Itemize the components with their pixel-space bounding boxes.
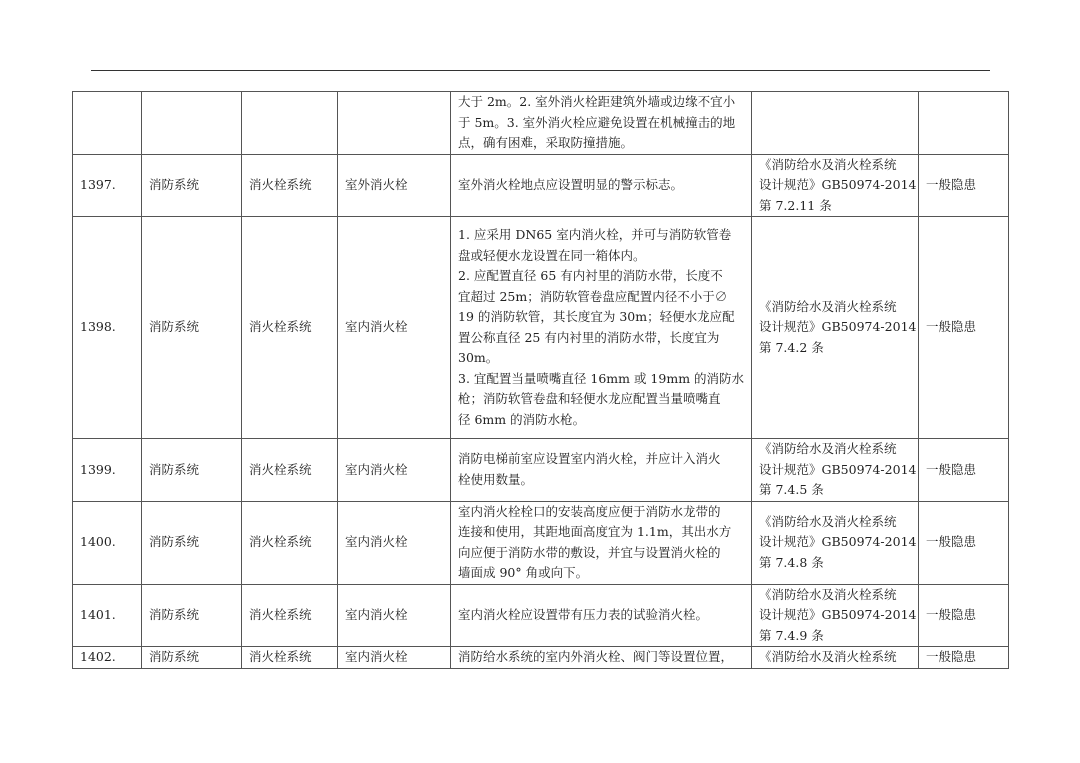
description-cell (451, 217, 752, 439)
description-line: 19 的消防软管，其长度宜为 30m；轻便水龙应配 (458, 309, 735, 324)
subsystem-cell (338, 92, 451, 155)
basis-cell (752, 647, 919, 669)
description-line: 室内消火栓栓口的安装高度应便于消防水龙带的 (458, 503, 721, 519)
table-row (73, 154, 1009, 217)
description-line: 1. 应采用 DN65 室内消火栓，并可与消防软管卷 (458, 227, 732, 242)
basis-line: 《消防给水及消火栓系统 (759, 441, 897, 456)
system-cell: 消火栓系统 (242, 154, 338, 217)
hazard-table (72, 91, 1009, 669)
level-cell: 一般隐患 (919, 439, 1009, 502)
level-cell: 一般隐患 (919, 647, 1009, 669)
category-cell: 消防系统 (142, 647, 242, 669)
basis-line: 第 7.4.9 条 (759, 627, 824, 643)
category-cell (142, 92, 242, 155)
basis-cell (752, 584, 919, 647)
basis-line: 第 7.4.2 条 (759, 339, 824, 355)
basis-cell (752, 501, 919, 584)
seq-cell: 1402. (73, 647, 142, 669)
seq-cell: 1401. (73, 584, 142, 647)
category-cell: 消防系统 (142, 154, 242, 217)
system-cell: 消火栓系统 (242, 439, 338, 502)
description-line: 墙面成 90° 角或向下。 (458, 565, 589, 580)
description-cell (451, 154, 752, 217)
description-line: 栓使用数量。 (458, 471, 534, 487)
basis-line: 设计规范》GB50974-2014 (759, 177, 917, 192)
table-row (73, 217, 1009, 439)
basis-cell (752, 92, 919, 155)
level-cell: 一般隐患 (919, 154, 1009, 217)
subsystem-cell: 室内消火栓 (338, 217, 451, 439)
level-cell (919, 92, 1009, 155)
system-cell: 消火栓系统 (242, 647, 338, 669)
seq-cell: 1398. (73, 217, 142, 439)
seq-cell: 1397. (73, 154, 142, 217)
description-line: 于 5m。3. 室外消火栓应避免设置在机械撞击的地 (458, 114, 736, 130)
basis-line: 《消防给水及消火栓系统 (759, 513, 897, 529)
table-row (73, 439, 1009, 502)
category-cell: 消防系统 (142, 584, 242, 647)
basis-line: 第 7.2.11 条 (759, 197, 832, 213)
basis-line: 《消防给水及消火栓系统 (759, 649, 897, 664)
description-line: 向应便于消防水带的敷设，并宜与设置消火栓的 (458, 544, 721, 560)
description-line: 室内消火栓应设置带有压力表的试验消火栓。 (458, 607, 709, 622)
description-cell (451, 92, 752, 155)
description-line: 盘或轻便水龙设置在同一箱体内。 (458, 247, 646, 263)
basis-line: 《消防给水及消火栓系统 (759, 298, 897, 314)
seq-cell: 1399. (73, 439, 142, 502)
table-row (73, 584, 1009, 647)
description-line: 枪；消防软管卷盘和轻便水龙应配置当量喷嘴直 (458, 391, 721, 406)
basis-line: 《消防给水及消火栓系统 (759, 156, 897, 172)
basis-line: 设计规范》GB50974-2014 (759, 319, 917, 335)
table-row (73, 92, 1009, 155)
subsystem-cell: 室内消火栓 (338, 584, 451, 647)
level-cell: 一般隐患 (919, 501, 1009, 584)
description-line: 室外消火栓地点应设置明显的警示标志。 (458, 177, 684, 192)
subsystem-cell: 室内消火栓 (338, 647, 451, 669)
description-line: 消防电梯前室应设置室内消火栓，并应计入消火 (458, 451, 721, 467)
description-line: 30m。 (458, 350, 499, 365)
basis-cell (752, 154, 919, 217)
system-cell (242, 92, 338, 155)
seq-cell (73, 92, 142, 155)
description-cell (451, 647, 752, 669)
description-line: 消防给水系统的室内外消火栓、阀门等设置位置， (458, 649, 734, 664)
basis-line: 第 7.4.8 条 (759, 554, 824, 570)
system-cell: 消火栓系统 (242, 501, 338, 584)
description-line: 3. 宜配置当量喷嘴直径 16mm 或 19mm 的消防水 (458, 370, 745, 386)
system-cell: 消火栓系统 (242, 217, 338, 439)
description-line: 大于 2m。2. 室外消火栓距建筑外墙或边缘不宜小 (458, 94, 736, 109)
system-cell: 消火栓系统 (242, 584, 338, 647)
basis-line: 设计规范》GB50974-2014 (759, 534, 917, 550)
basis-line: 第 7.4.5 条 (759, 482, 824, 497)
basis-line: 设计规范》GB50974-2014 (759, 607, 917, 622)
subsystem-cell: 室外消火栓 (338, 154, 451, 217)
level-cell: 一般隐患 (919, 217, 1009, 439)
seq-cell: 1400. (73, 501, 142, 584)
description-line: 2. 应配置直径 65 有内衬里的消防水带，长度不 (458, 268, 723, 283)
description-line: 点，确有困难，采取防撞措施。 (458, 135, 634, 150)
basis-line: 《消防给水及消火栓系统 (759, 586, 897, 602)
category-cell: 消防系统 (142, 501, 242, 584)
category-cell: 消防系统 (142, 217, 242, 439)
level-cell: 一般隐患 (919, 584, 1009, 647)
category-cell: 消防系统 (142, 439, 242, 502)
description-line: 连接和使用，其距地面高度宜为 1.1m，其出水方 (458, 524, 732, 539)
description-line: 径 6mm 的消防水枪。 (458, 411, 586, 427)
table-row (73, 501, 1009, 584)
subsystem-cell: 室内消火栓 (338, 439, 451, 502)
table-row (73, 647, 1009, 669)
header-rule (91, 70, 990, 71)
description-cell (451, 501, 752, 584)
description-line: 宜超过 25m；消防软管卷盘应配置内径不小于∅ (458, 288, 728, 304)
basis-cell (752, 439, 919, 502)
description-cell (451, 439, 752, 502)
description-line: 置公称直径 25 有内衬里的消防水带，长度宜为 (458, 329, 720, 345)
subsystem-cell: 室内消火栓 (338, 501, 451, 584)
description-cell (451, 584, 752, 647)
basis-cell (752, 217, 919, 439)
basis-line: 设计规范》GB50974-2014 (759, 461, 917, 477)
